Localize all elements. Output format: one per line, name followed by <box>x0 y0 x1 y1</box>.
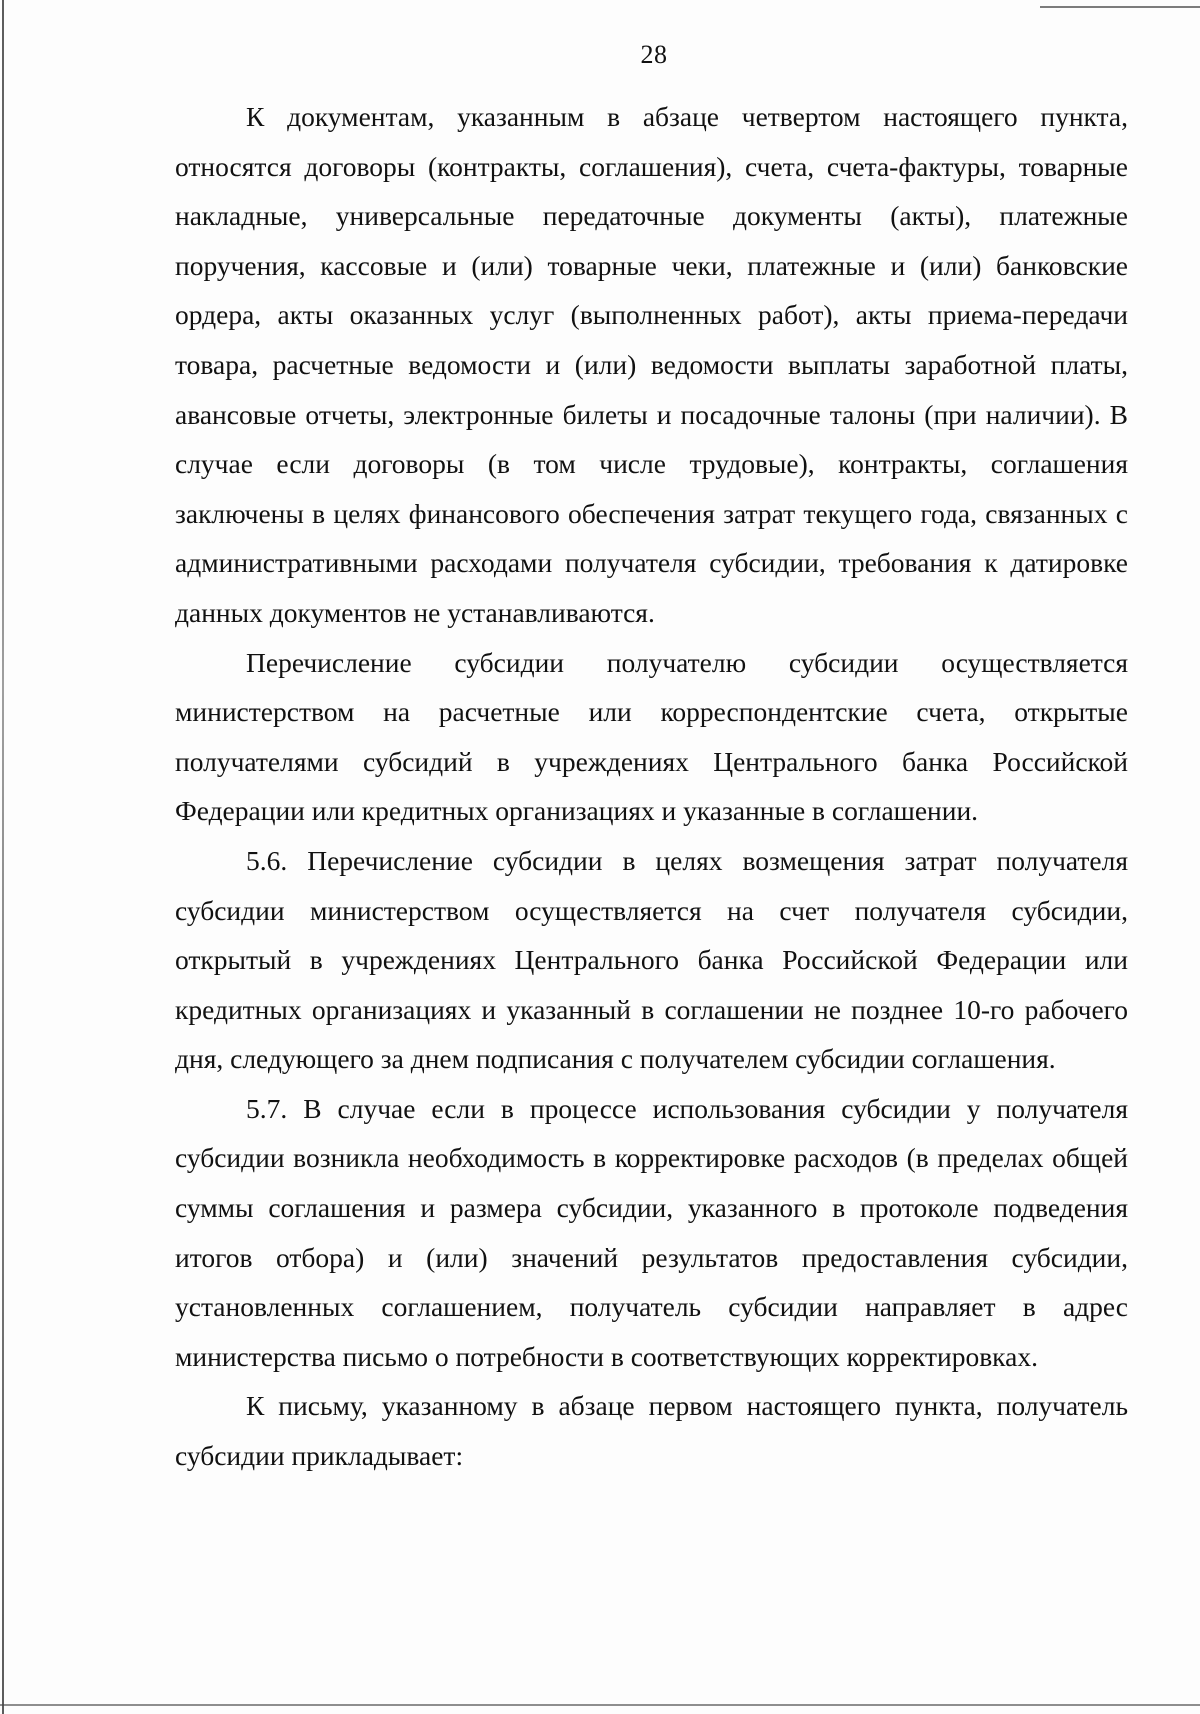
paragraph-letter-attachments: К письму, указанному в абзаце первом настоящего пункта, получатель субсидии прикладывает: <box>175 1390 1128 1472</box>
scan-top-line <box>1040 6 1200 8</box>
paragraph-subsidy-transfer: Перечисление субсидии получателю субсидии осуществляется министерством на расчетные или корреспондентские счета, открытые получателями субсидий в учреждениях Центрального банка Российской Федерации или кредитных организациях и указанные в соглашении. <box>175 646 1128 827</box>
scan-bottom-line <box>0 1704 1200 1706</box>
paragraph-5-6: 5.6. Перечисление субсидии в целях возмещения затрат получателя субсидии министерством осуществляется на счет получателя субсидии, открытый в учреждениях Центрального банка Российской Федерации или кредитных организациях и указанный в соглашении не позднее 10-го рабочего дня, следующего за днем подписания с получателем субсидии соглашения. <box>175 844 1128 1075</box>
scan-edge-left <box>2 0 4 1714</box>
page-number: 28 <box>640 40 668 69</box>
document-body <box>175 92 1128 1481</box>
paragraph-documents-list: К документам, указанным в абзаце четвертом настоящего пункта, относятся договоры (контракты, соглашения), счета, счета-фактуры, товарные накладные, универсальные передаточные документы (акты), платежные поручения, кассовые и (или) товарные чеки, платежные и (или) банковские ордера, акты оказанных услуг (выполненных работ), акты приема-передачи товара, расчетные ведомости и (или) ведомости выплаты заработной платы, авансовые отчеты, электронные билеты и посадочные талоны (при наличии). В случае если договоры (в том числе трудовые), контракты, соглашения заключены в целях финансового обеспечения затрат текущего года, связанных с административными расходами получателя субсидии, требования к датировке данных документов не устанавливаются. <box>175 101 1128 628</box>
paragraph-5-7: 5.7. В случае если в процессе использования субсидии у получателя субсидии возникла необходимость в корректировке расходов (в пределах общей суммы соглашения и размера субсидии, указанного в протоколе подведения итогов отбора) и (или) значений результатов предоставления субсидии, установленных соглашением, получатель субсидии направляет в адрес министерства письмо о потребности в соответствующих корректировках. <box>175 1092 1128 1372</box>
